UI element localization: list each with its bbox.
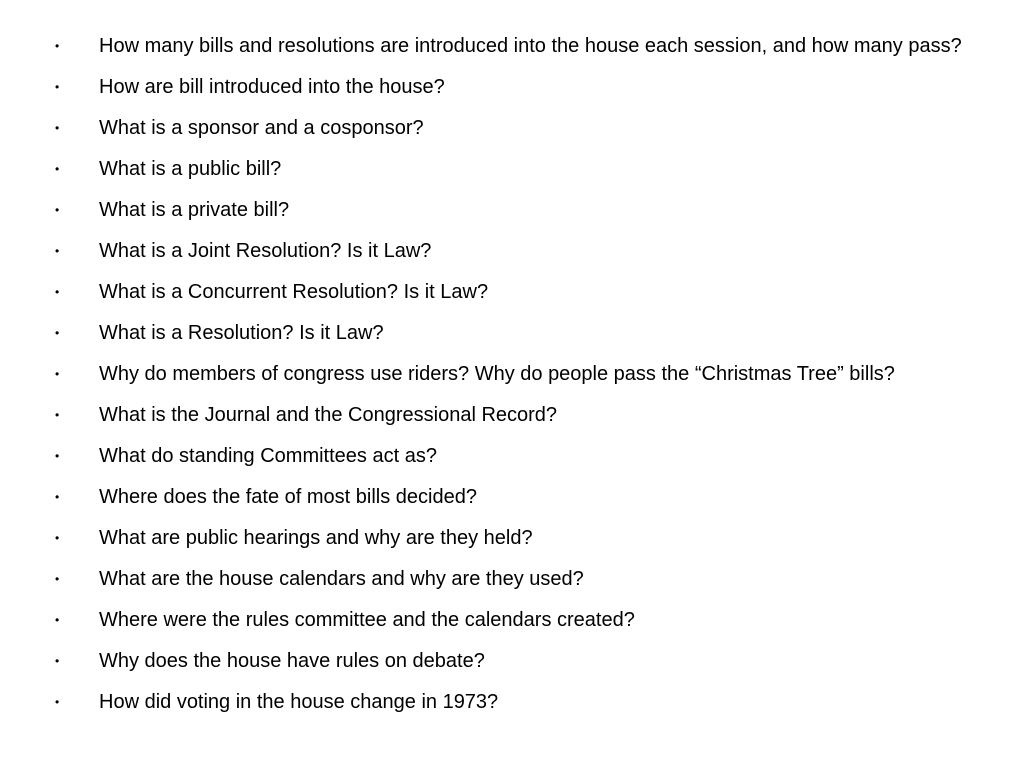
list-item [0, 33, 1024, 60]
list-item [0, 443, 1024, 470]
question-text: What is the Journal and the Congressional Record? [99, 404, 558, 426]
list-item [0, 484, 1024, 511]
bullet-icon: • [55, 162, 60, 176]
list-item [0, 402, 1024, 429]
bullet-icon: • [55, 408, 60, 422]
bullet-icon: • [55, 285, 60, 299]
list-item [0, 74, 1024, 101]
bullet-icon: • [55, 39, 60, 53]
bullet-icon: • [55, 203, 60, 217]
bullet-icon: • [55, 572, 60, 586]
question-text: What is a public bill? [99, 158, 282, 180]
bullet-icon: • [55, 326, 60, 340]
list-item [0, 525, 1024, 552]
bullet-icon: • [55, 244, 60, 258]
bullet-icon: • [55, 367, 60, 381]
bullet-icon: • [55, 531, 60, 545]
list-item [0, 607, 1024, 634]
bullet-icon: • [55, 121, 60, 135]
bullet-icon: • [55, 490, 60, 504]
question-text: What do standing Committees act as? [99, 445, 437, 467]
question-text: Where does the fate of most bills decided? [99, 486, 477, 508]
list-item [0, 156, 1024, 183]
list-item [0, 279, 1024, 306]
bullet-icon: • [55, 449, 60, 463]
question-text: What is a private bill? [99, 199, 290, 221]
question-list [0, 33, 1024, 730]
bullet-icon: • [55, 80, 60, 94]
question-text: What is a Joint Resolution? Is it Law? [99, 240, 432, 262]
question-text: What is a Concurrent Resolution? Is it Law? [99, 281, 489, 303]
list-item [0, 320, 1024, 347]
list-item [0, 689, 1024, 716]
question-text: What is a Resolution? Is it Law? [99, 322, 384, 344]
list-item [0, 648, 1024, 675]
list-item [0, 238, 1024, 265]
list-item [0, 361, 1024, 388]
question-text: What are public hearings and why are they held? [99, 527, 533, 549]
question-text: How many bills and resolutions are introduced into the house each session, and how many pass? [99, 35, 962, 57]
question-text: What are the house calendars and why are they used? [99, 568, 584, 590]
bullet-icon: • [55, 695, 60, 709]
bullet-icon: • [55, 613, 60, 627]
question-text: Where were the rules committee and the calendars created? [99, 609, 635, 631]
question-text: What is a sponsor and a cosponsor? [99, 117, 424, 139]
list-item [0, 115, 1024, 142]
bullet-icon: • [55, 654, 60, 668]
list-item [0, 566, 1024, 593]
question-text: How are bill introduced into the house? [99, 76, 445, 98]
list-item [0, 197, 1024, 224]
question-text: Why do members of congress use riders? Why do people pass the “Christmas Tree” bills? [99, 363, 895, 385]
question-text: Why does the house have rules on debate? [99, 650, 485, 672]
question-text: How did voting in the house change in 1973? [99, 691, 499, 713]
